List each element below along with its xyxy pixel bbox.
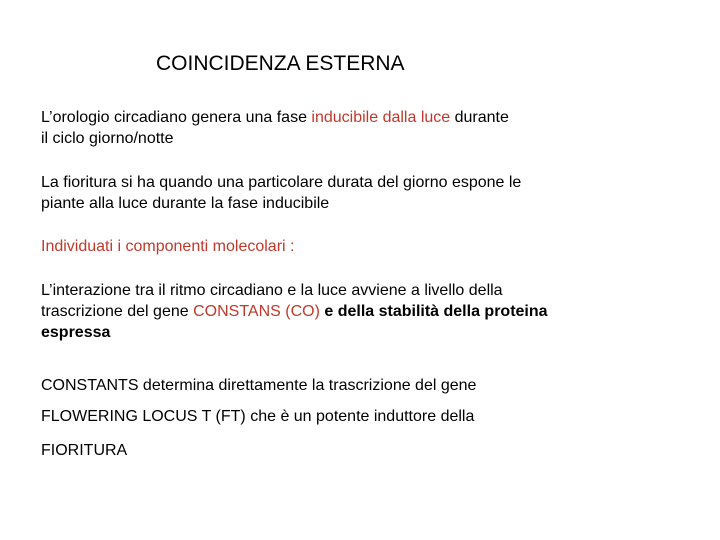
paragraph-flowering [41,172,681,214]
text-segment: trascrizione del gene [41,303,194,320]
highlight-inducible-by-light: inducibile dalla luce [311,109,451,126]
paragraph-interaction [41,280,681,343]
highlight-constans-gene: CONSTANS (CO) [193,303,320,320]
paragraph-constants: CONSTANTS determina direttamente la trascrizione del gene [41,377,477,394]
text-segment: piante alla luce durante la fase inducibile [41,195,330,212]
paragraph-molecular-components: Individuati i componenti molecolari : [41,238,295,255]
text-segment: L’interazione tra il ritmo circadiano e la luce avviene a livello della [41,282,503,299]
paragraph-flowering-locus: FLOWERING LOCUS T (FT) che è un potente induttore della [41,408,475,425]
text-segment: durante [450,109,509,126]
text-segment: il ciclo giorno/notte [41,130,174,147]
paragraph-circadian-clock [41,107,681,149]
bold-text-segment: e della stabilità della proteina [319,303,548,320]
text-segment: L’orologio circadiano genera una fase [41,109,312,126]
paragraph-fioritura: FIORITURA [41,442,128,459]
slide-title: COINCIDENZA ESTERNA [156,52,405,75]
bold-text-segment: espressa [41,324,111,341]
text-segment: La fioritura si ha quando una particolare durata del giorno espone le [41,174,522,191]
